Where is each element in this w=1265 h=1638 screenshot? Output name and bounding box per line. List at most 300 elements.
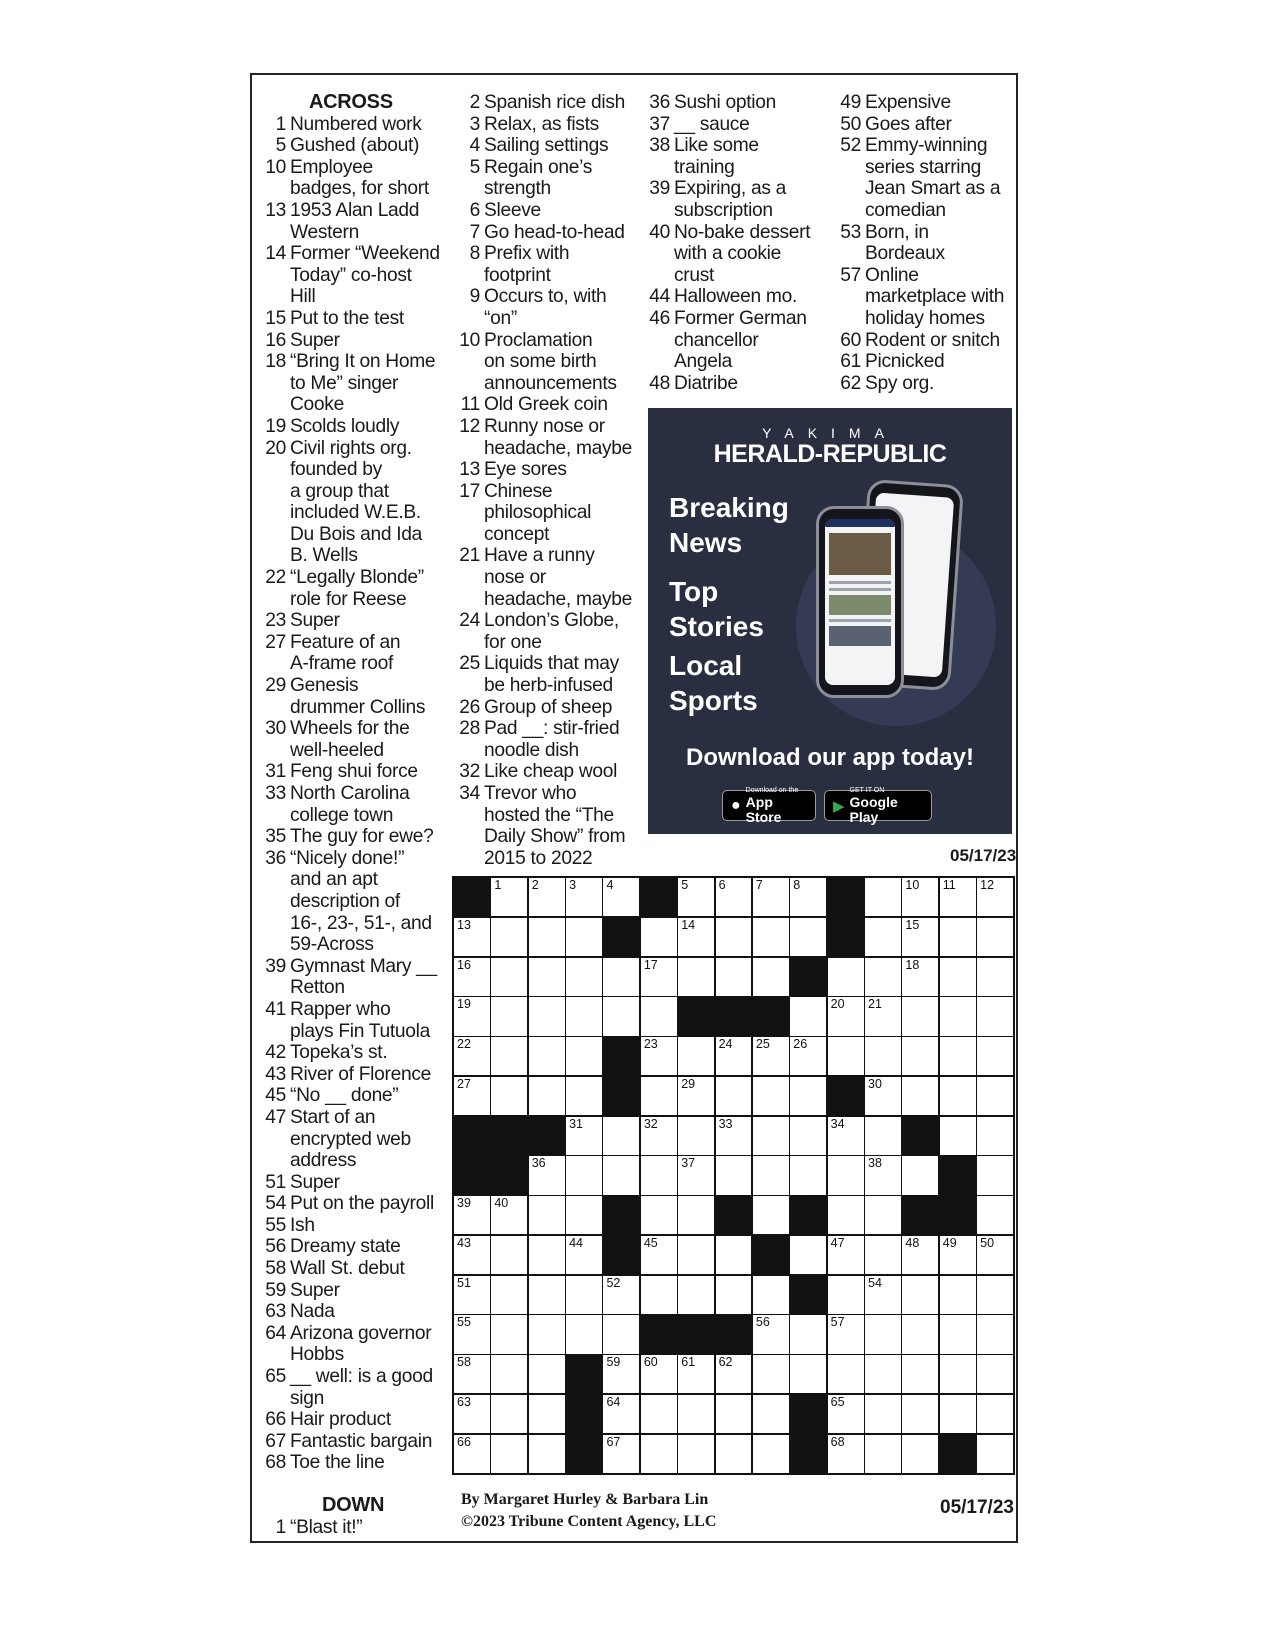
clue-text: No-bake dessert <box>674 221 811 243</box>
down-clue[interactable] <box>645 222 825 287</box>
ad-feature-local-sports: Local Sports <box>669 650 758 716</box>
grid-cell[interactable] <box>790 1236 826 1274</box>
down-clue[interactable] <box>455 286 635 329</box>
grid-cell[interactable] <box>529 1156 565 1194</box>
grid-cell[interactable] <box>454 997 490 1035</box>
down-clue[interactable] <box>455 330 635 395</box>
down-clue[interactable] <box>455 416 635 459</box>
grid-cell[interactable] <box>529 1077 565 1115</box>
grid-cell[interactable] <box>940 1117 976 1155</box>
grid-cell[interactable] <box>566 958 602 996</box>
grid-cell[interactable] <box>977 1236 1013 1274</box>
grid-cell[interactable] <box>529 1435 565 1473</box>
grid-cell[interactable] <box>529 997 565 1035</box>
down-clue[interactable] <box>455 697 635 719</box>
grid-cell[interactable] <box>790 1156 826 1194</box>
grid-cell[interactable] <box>865 1077 901 1115</box>
across-clue[interactable] <box>264 351 444 416</box>
down-clue[interactable] <box>836 330 1016 352</box>
down-clue[interactable] <box>455 545 635 610</box>
grid-cell[interactable] <box>753 918 789 956</box>
down-clue[interactable] <box>455 114 635 136</box>
grid-cell[interactable] <box>603 1435 639 1473</box>
across-clue[interactable] <box>264 718 444 761</box>
grid-cell[interactable] <box>977 918 1013 956</box>
clue-text: Put on the payroll <box>290 1193 434 1215</box>
grid-cell[interactable] <box>865 1156 901 1194</box>
across-clue[interactable] <box>264 157 444 200</box>
grid-cell[interactable] <box>790 997 826 1035</box>
across-clue[interactable] <box>264 243 444 308</box>
grid-cell[interactable] <box>940 997 976 1035</box>
grid-cell[interactable] <box>566 1315 602 1353</box>
down-clue[interactable] <box>645 135 825 178</box>
across-clue[interactable] <box>264 1323 444 1366</box>
grid-cell[interactable] <box>603 1355 639 1393</box>
grid-cell[interactable] <box>678 1037 714 1075</box>
crossword-grid[interactable] <box>452 876 1015 1475</box>
grid-cell[interactable] <box>641 1276 677 1314</box>
down-clue[interactable] <box>455 394 635 416</box>
clue-text: Du Bois and Ida <box>290 523 423 545</box>
across-clue[interactable] <box>264 1042 444 1064</box>
grid-cell[interactable] <box>716 1236 752 1274</box>
grid-cell[interactable] <box>491 1355 527 1393</box>
across-clue[interactable] <box>264 999 444 1042</box>
clue-number: 64 <box>265 1322 286 1344</box>
grid-cell[interactable] <box>865 1355 901 1393</box>
grid-cell[interactable] <box>454 1196 490 1234</box>
across-clue[interactable] <box>264 1085 444 1107</box>
cell-number: 51 <box>457 1275 471 1290</box>
grid-cell[interactable] <box>678 1117 714 1155</box>
grid-cell[interactable] <box>491 1276 527 1314</box>
grid-cell[interactable] <box>641 1117 677 1155</box>
cell-number: 35 <box>905 1116 920 1131</box>
clue-text: nose or <box>484 567 546 589</box>
across-clue[interactable] <box>264 1301 444 1323</box>
clue-number: 8 <box>469 243 480 265</box>
grid-cell[interactable] <box>529 878 565 916</box>
clue-text: “Legally Blonde” <box>290 567 424 589</box>
grid-cell[interactable] <box>454 1077 490 1115</box>
grid-cell[interactable] <box>678 1196 714 1234</box>
grid-cell[interactable] <box>828 1395 864 1433</box>
across-clue[interactable] <box>264 567 444 610</box>
grid-cell[interactable] <box>940 1315 976 1353</box>
grid-cell[interactable] <box>566 1196 602 1234</box>
grid-cell[interactable] <box>491 1315 527 1353</box>
across-clue[interactable] <box>264 848 444 956</box>
grid-cell[interactable] <box>977 1196 1013 1234</box>
grid-cell[interactable] <box>865 997 901 1035</box>
grid-cell[interactable] <box>716 918 752 956</box>
grid-cell[interactable] <box>641 1395 677 1433</box>
grid-cell[interactable] <box>753 1117 789 1155</box>
grid-cell[interactable] <box>529 1196 565 1234</box>
grid-cell[interactable] <box>529 1315 565 1353</box>
grid-cell[interactable] <box>902 1236 938 1274</box>
grid-cell[interactable] <box>678 1077 714 1115</box>
across-clue[interactable] <box>264 761 444 783</box>
app-advertisement[interactable] <box>648 408 1012 834</box>
grid-cell[interactable] <box>716 1037 752 1075</box>
grid-cell[interactable] <box>603 997 639 1035</box>
across-clue[interactable] <box>264 675 444 718</box>
down-clue[interactable] <box>455 222 635 244</box>
grid-cell[interactable] <box>529 918 565 956</box>
grid-cell[interactable] <box>641 1156 677 1194</box>
grid-cell[interactable] <box>828 1117 864 1155</box>
grid-block <box>940 1196 976 1234</box>
grid-cell[interactable] <box>865 1435 901 1473</box>
grid-cell[interactable] <box>753 958 789 996</box>
across-clue[interactable] <box>264 308 444 330</box>
down-clue[interactable] <box>836 135 1016 221</box>
grid-cell[interactable] <box>977 1117 1013 1155</box>
grid-cell[interactable] <box>977 1037 1013 1075</box>
clue-number: 62 <box>840 372 861 394</box>
grid-cell[interactable] <box>716 1435 752 1473</box>
grid-cell[interactable] <box>865 1395 901 1433</box>
grid-cell[interactable] <box>603 1315 639 1353</box>
grid-cell[interactable] <box>716 1117 752 1155</box>
grid-cell[interactable] <box>902 1395 938 1433</box>
grid-cell[interactable] <box>716 1355 752 1393</box>
grid-cell[interactable] <box>902 918 938 956</box>
grid-cell[interactable] <box>865 1276 901 1314</box>
grid-cell[interactable] <box>678 1236 714 1274</box>
grid-cell[interactable] <box>902 1355 938 1393</box>
grid-cell[interactable] <box>790 1315 826 1353</box>
grid-cell[interactable] <box>529 958 565 996</box>
across-clue[interactable] <box>264 826 444 848</box>
grid-cell[interactable] <box>753 1315 789 1353</box>
grid-cell[interactable] <box>865 918 901 956</box>
grid-cell[interactable] <box>902 1315 938 1353</box>
grid-cell[interactable] <box>865 958 901 996</box>
grid-cell[interactable] <box>716 1276 752 1314</box>
down-clue[interactable] <box>836 92 1016 114</box>
grid-cell[interactable] <box>828 1355 864 1393</box>
grid-cell[interactable] <box>566 997 602 1035</box>
grid-cell[interactable] <box>529 1276 565 1314</box>
across-clue[interactable] <box>264 1193 444 1215</box>
across-clue[interactable] <box>264 1431 444 1453</box>
grid-cell[interactable] <box>790 1355 826 1393</box>
down-clue[interactable] <box>645 92 825 114</box>
clue-text: series starring <box>865 156 981 178</box>
across-clue[interactable] <box>264 1064 444 1086</box>
grid-cell[interactable] <box>678 1395 714 1433</box>
grid-cell[interactable] <box>716 1077 752 1115</box>
across-clue[interactable] <box>264 438 444 568</box>
grid-cell[interactable] <box>491 1236 527 1274</box>
down-clue[interactable] <box>836 265 1016 330</box>
down-clue[interactable] <box>836 222 1016 265</box>
grid-cell[interactable] <box>641 1077 677 1115</box>
ad-brand: HERALD-REPUBLIC <box>713 440 947 468</box>
down-clue[interactable] <box>455 92 635 114</box>
grid-cell[interactable] <box>454 918 490 956</box>
clue-text: Ish <box>290 1214 315 1236</box>
across-clue[interactable] <box>264 1107 444 1172</box>
clue-text: plays Fin Tutuola <box>290 1020 430 1042</box>
across-clue[interactable] <box>264 416 444 438</box>
grid-cell[interactable] <box>491 878 527 916</box>
grid-cell[interactable] <box>790 878 826 916</box>
grid-cell[interactable] <box>641 1236 677 1274</box>
grid-cell[interactable] <box>603 1117 639 1155</box>
grid-cell[interactable] <box>753 1435 789 1473</box>
grid-cell[interactable] <box>828 1156 864 1194</box>
down-clue[interactable] <box>455 459 635 481</box>
grid-cell[interactable] <box>977 1276 1013 1314</box>
grid-cell[interactable] <box>902 1435 938 1473</box>
grid-cell[interactable] <box>977 997 1013 1035</box>
grid-cell[interactable] <box>678 1435 714 1473</box>
grid-cell[interactable] <box>529 1037 565 1075</box>
grid-cell[interactable] <box>977 878 1013 916</box>
grid-cell[interactable] <box>753 1276 789 1314</box>
grid-cell[interactable] <box>790 1037 826 1075</box>
grid-cell[interactable] <box>940 878 976 916</box>
grid-cell[interactable] <box>454 1276 490 1314</box>
grid-cell[interactable] <box>790 918 826 956</box>
grid-cell[interactable] <box>641 1037 677 1075</box>
grid-cell[interactable] <box>603 1156 639 1194</box>
grid-cell[interactable] <box>902 1276 938 1314</box>
grid-cell[interactable] <box>566 1077 602 1115</box>
clue-number: 11 <box>460 394 480 416</box>
grid-cell[interactable] <box>491 958 527 996</box>
grid-cell[interactable] <box>828 1037 864 1075</box>
grid-cell[interactable] <box>454 1236 490 1274</box>
grid-cell[interactable] <box>753 1355 789 1393</box>
grid-cell[interactable] <box>566 1117 602 1155</box>
grid-cell[interactable] <box>828 1435 864 1473</box>
across-clue[interactable] <box>264 610 444 632</box>
grid-cell[interactable] <box>753 1077 789 1115</box>
grid-cell[interactable] <box>641 1196 677 1234</box>
grid-cell[interactable] <box>902 958 938 996</box>
down-clue[interactable] <box>455 200 635 222</box>
grid-cell[interactable] <box>454 1037 490 1075</box>
grid-cell[interactable] <box>678 1276 714 1314</box>
clue-text: Hair product <box>290 1409 391 1431</box>
down-clue[interactable] <box>645 114 825 136</box>
grid-cell[interactable] <box>603 1276 639 1314</box>
across-clue[interactable] <box>264 1236 444 1258</box>
grid-cell[interactable] <box>940 1236 976 1274</box>
down-clue[interactable] <box>836 351 1016 373</box>
grid-cell[interactable] <box>977 1156 1013 1194</box>
grid-cell[interactable] <box>529 1355 565 1393</box>
across-clue[interactable] <box>264 1215 444 1237</box>
grid-cell[interactable] <box>454 958 490 996</box>
grid-cell[interactable] <box>977 1355 1013 1393</box>
down-clue[interactable] <box>455 718 635 761</box>
across-clue[interactable] <box>264 135 444 157</box>
grid-cell[interactable] <box>641 997 677 1035</box>
grid-cell[interactable] <box>828 958 864 996</box>
grid-cell[interactable] <box>641 958 677 996</box>
grid-cell[interactable] <box>977 1435 1013 1473</box>
grid-cell[interactable] <box>977 958 1013 996</box>
down-clue[interactable] <box>455 481 635 546</box>
grid-cell[interactable] <box>566 1156 602 1194</box>
grid-cell[interactable] <box>940 1077 976 1115</box>
down-clue[interactable] <box>455 610 635 653</box>
grid-cell[interactable] <box>678 878 714 916</box>
grid-cell[interactable] <box>716 1156 752 1194</box>
down-clue[interactable] <box>455 761 635 783</box>
grid-cell[interactable] <box>678 1156 714 1194</box>
across-clue[interactable] <box>264 783 444 826</box>
google-play-button[interactable]: ▶ GET IT ON Google Play <box>824 790 932 821</box>
grid-cell[interactable] <box>902 1077 938 1115</box>
down-clue[interactable] <box>645 286 825 308</box>
down-clue[interactable] <box>455 783 635 869</box>
grid-cell[interactable] <box>603 1395 639 1433</box>
cell-number: 55 <box>457 1315 471 1330</box>
app-store-button[interactable]: ● Download on the App Store <box>722 790 816 821</box>
grid-cell[interactable] <box>828 997 864 1035</box>
grid-cell[interactable] <box>454 1355 490 1393</box>
clue-text: headache, maybe <box>484 588 633 610</box>
grid-cell[interactable] <box>641 918 677 956</box>
across-clue[interactable] <box>264 956 444 999</box>
grid-cell[interactable] <box>828 1196 864 1234</box>
grid-cell[interactable] <box>641 1435 677 1473</box>
grid-cell[interactable] <box>529 1236 565 1274</box>
grid-cell[interactable] <box>753 1037 789 1075</box>
grid-cell[interactable] <box>977 1315 1013 1353</box>
grid-cell[interactable] <box>454 1315 490 1353</box>
clue-text: Go head-to-head <box>484 221 625 243</box>
grid-cell[interactable] <box>716 958 752 996</box>
grid-cell[interactable] <box>828 1276 864 1314</box>
grid-cell[interactable] <box>454 1395 490 1433</box>
grid-cell[interactable] <box>566 1276 602 1314</box>
grid-cell[interactable] <box>678 958 714 996</box>
grid-cell[interactable] <box>491 1196 527 1234</box>
grid-cell[interactable] <box>753 1395 789 1433</box>
grid-cell[interactable] <box>716 1395 752 1433</box>
grid-cell[interactable] <box>865 878 901 916</box>
grid-cell[interactable] <box>529 1395 565 1433</box>
clue-text: Wheels for the <box>290 718 410 740</box>
grid-cell[interactable] <box>902 997 938 1035</box>
across-clue[interactable] <box>264 1258 444 1280</box>
down-clue[interactable] <box>645 373 825 395</box>
grid-cell[interactable] <box>790 1077 826 1115</box>
clue-number: 27 <box>265 631 286 653</box>
clue-number: 17 <box>459 480 480 502</box>
across-clue[interactable] <box>264 1366 444 1409</box>
grid-cell[interactable] <box>940 1395 976 1433</box>
across-clue[interactable] <box>264 1409 444 1431</box>
grid-cell[interactable] <box>491 1435 527 1473</box>
grid-cell[interactable] <box>491 1077 527 1115</box>
clue-text: Like cheap wool <box>484 761 618 783</box>
down-clue[interactable] <box>455 653 635 696</box>
grid-cell[interactable] <box>940 958 976 996</box>
grid-cell[interactable] <box>566 1037 602 1075</box>
grid-cell[interactable] <box>828 1315 864 1353</box>
grid-cell[interactable] <box>865 1236 901 1274</box>
grid-cell[interactable] <box>902 1037 938 1075</box>
across-clue[interactable] <box>264 1172 444 1194</box>
grid-cell[interactable] <box>491 1395 527 1433</box>
across-clue[interactable] <box>264 632 444 675</box>
grid-cell[interactable] <box>491 1037 527 1075</box>
clue-number: 44 <box>649 286 670 308</box>
grid-cell[interactable] <box>454 1435 490 1473</box>
down-clue[interactable] <box>836 114 1016 136</box>
down-clue[interactable] <box>264 1517 444 1539</box>
grid-cell[interactable] <box>491 997 527 1035</box>
grid-cell[interactable] <box>753 1196 789 1234</box>
grid-cell[interactable] <box>865 1037 901 1075</box>
grid-cell[interactable] <box>940 1355 976 1393</box>
grid-cell[interactable] <box>940 1037 976 1075</box>
grid-cell[interactable] <box>940 1276 976 1314</box>
grid-cell[interactable] <box>753 878 789 916</box>
grid-cell[interactable] <box>678 1355 714 1393</box>
grid-cell[interactable] <box>828 1236 864 1274</box>
grid-cell[interactable] <box>491 918 527 956</box>
grid-cell[interactable] <box>641 1355 677 1393</box>
across-clue[interactable] <box>264 200 444 243</box>
down-clue[interactable] <box>645 178 825 221</box>
grid-cell[interactable] <box>977 1395 1013 1433</box>
down-clue[interactable] <box>645 308 825 373</box>
down-clue[interactable] <box>455 243 635 286</box>
across-clue[interactable] <box>264 114 444 136</box>
down-clue[interactable] <box>455 135 635 157</box>
grid-cell[interactable] <box>678 918 714 956</box>
grid-cell[interactable] <box>902 1156 938 1194</box>
grid-cell[interactable] <box>566 1236 602 1274</box>
grid-block <box>790 1395 826 1433</box>
grid-cell[interactable] <box>977 1077 1013 1115</box>
grid-cell[interactable] <box>865 1196 901 1234</box>
grid-cell[interactable] <box>865 1315 901 1353</box>
clue-text: and an apt <box>290 869 378 891</box>
across-clue[interactable] <box>264 1452 444 1474</box>
grid-cell[interactable] <box>603 958 639 996</box>
grid-cell[interactable] <box>865 1117 901 1155</box>
grid-cell[interactable] <box>566 918 602 956</box>
clue-text: included W.E.B. <box>290 502 421 524</box>
grid-cell[interactable] <box>716 878 752 916</box>
down-clue[interactable] <box>836 373 1016 395</box>
grid-cell[interactable] <box>603 878 639 916</box>
down-clue[interactable] <box>455 157 635 200</box>
across-clue[interactable] <box>264 1280 444 1302</box>
cell-number: 41 <box>606 1196 621 1211</box>
clue-number: 7 <box>469 221 480 243</box>
across-clue[interactable] <box>264 330 444 352</box>
clue-text: description of <box>290 890 400 912</box>
grid-cell[interactable] <box>566 878 602 916</box>
grid-cell[interactable] <box>902 878 938 916</box>
grid-cell[interactable] <box>940 918 976 956</box>
grid-cell[interactable] <box>753 1156 789 1194</box>
cell-number: 26 <box>793 1037 808 1052</box>
grid-cell[interactable] <box>790 1117 826 1155</box>
